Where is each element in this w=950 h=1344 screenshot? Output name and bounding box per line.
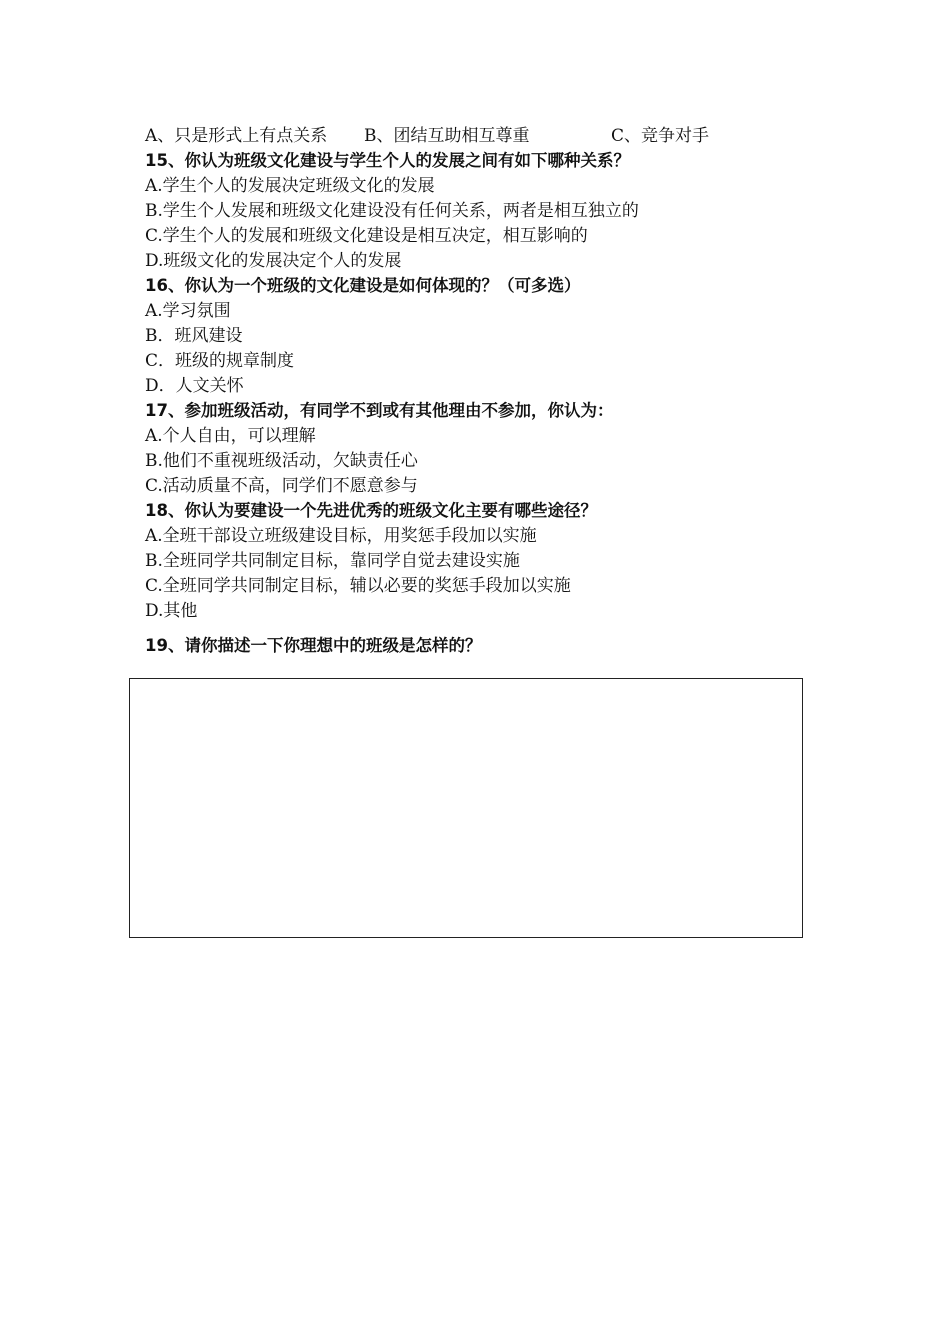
q17-option-a: A.个人自由，可以理解 — [145, 426, 316, 446]
q18-option-d: D.其他 — [145, 601, 198, 621]
q16-option-c: C．班级的规章制度 — [145, 351, 295, 371]
q15-question: 15、你认为班级文化建设与学生个人的发展之间有如下哪种关系？ — [145, 151, 630, 170]
q17-option-b: B.他们不重视班级活动，欠缺责任心 — [145, 451, 418, 471]
q16-option-d: D．人文关怀 — [145, 376, 244, 396]
q17-option-c: C.活动质量不高，同学们不愿意参与 — [145, 476, 418, 496]
answer-box[interactable] — [129, 678, 803, 938]
q15-option-b: B.学生个人发展和班级文化建设没有任何关系，两者是相互独立的 — [145, 201, 639, 221]
q14-option-b: B、团结互助相互尊重 — [364, 126, 530, 146]
q14-option-c: C、竞争对手 — [611, 126, 710, 146]
q18-option-a: A.全班干部设立班级建设目标，用奖惩手段加以实施 — [145, 526, 537, 546]
q15-option-c: C.学生个人的发展和班级文化建设是相互决定，相互影响的 — [145, 226, 588, 246]
q17-question: 17、参加班级活动，有同学不到或有其他理由不参加，你认为： — [145, 401, 614, 420]
q18-option-c: C.全班同学共同制定目标，辅以必要的奖惩手段加以实施 — [145, 576, 571, 596]
q15-option-a: A.学生个人的发展决定班级文化的发展 — [145, 176, 435, 196]
q18-question: 18、你认为要建设一个先进优秀的班级文化主要有哪些途径？ — [145, 501, 597, 520]
q14-options — [145, 126, 745, 146]
q16-option-b: B．班风建设 — [145, 326, 243, 346]
q16-option-a: A.学习氛围 — [145, 301, 231, 321]
q14-option-a: A、只是形式上有点关系 — [145, 126, 328, 146]
q18-option-b: B.全班同学共同制定目标，靠同学自觉去建设实施 — [145, 551, 520, 571]
q16-question: 16、你认为一个班级的文化建设是如何体现的？（可多选） — [145, 276, 581, 295]
q19-question: 19、请你描述一下你理想中的班级是怎样的？ — [145, 636, 482, 655]
q15-option-d: D.班级文化的发展决定个人的发展 — [145, 251, 402, 271]
